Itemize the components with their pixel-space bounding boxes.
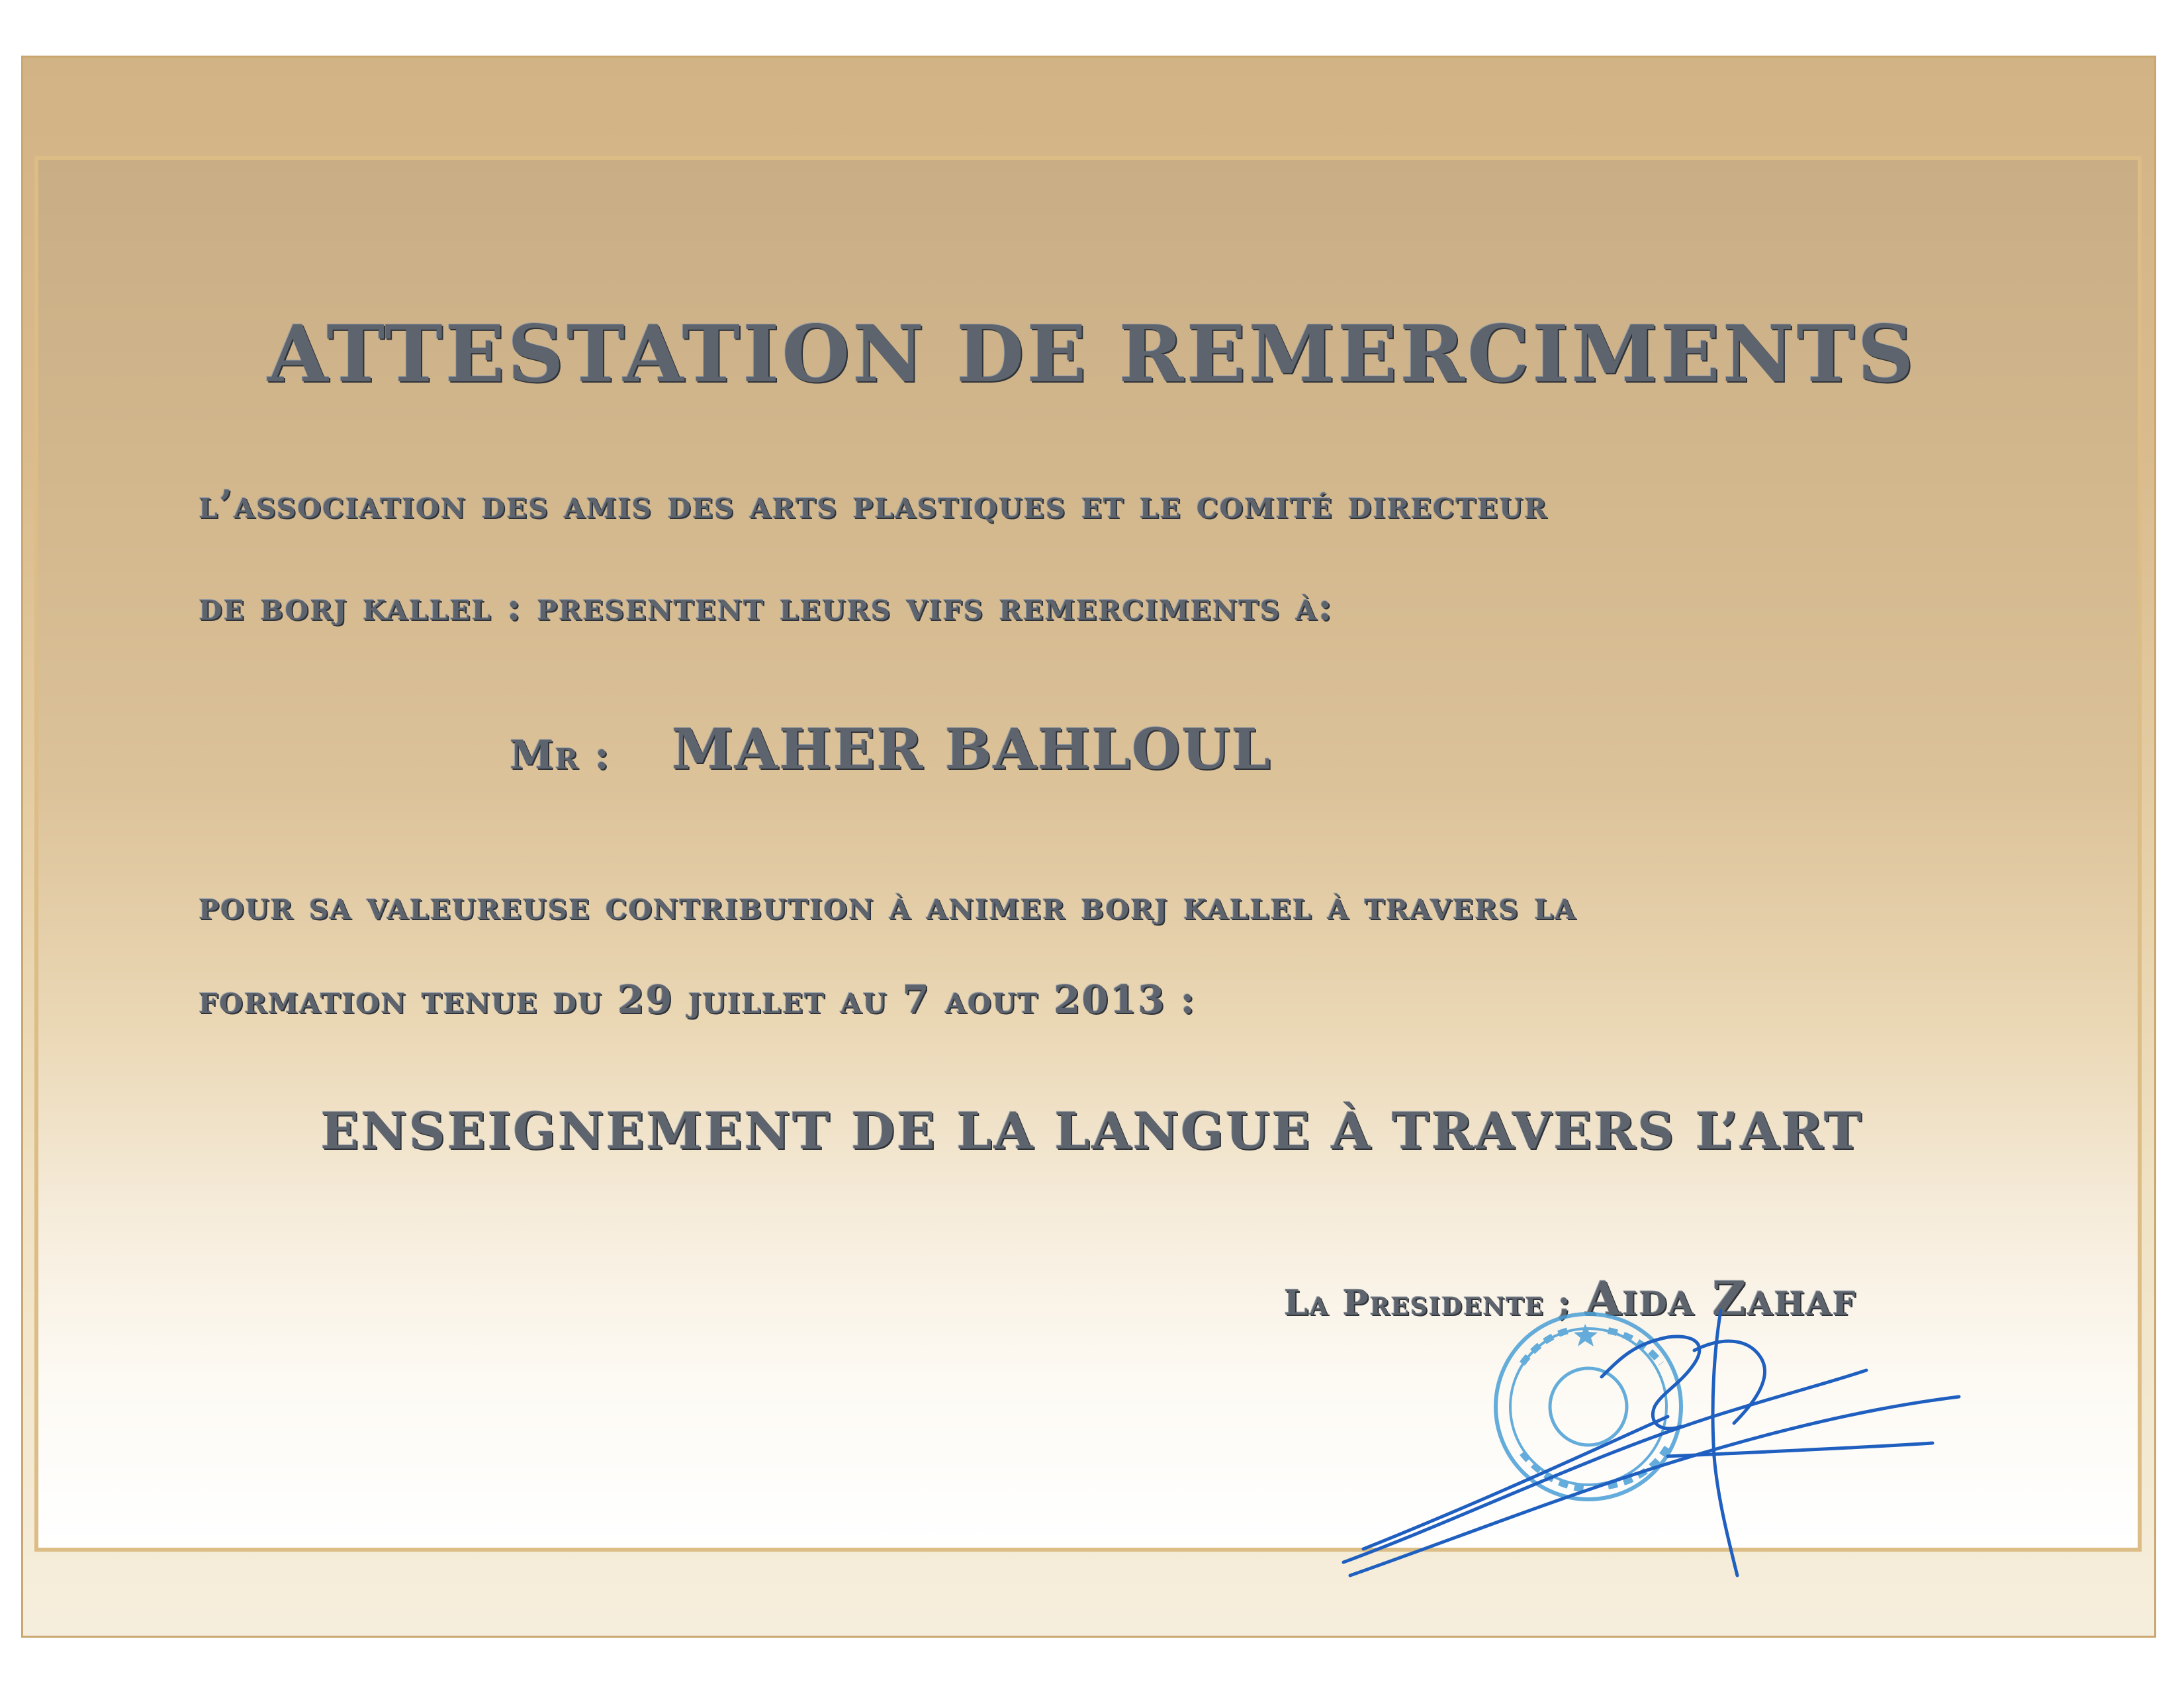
signatory-role: La Presidente ; bbox=[1284, 1283, 1572, 1323]
recipient-line bbox=[510, 716, 1272, 782]
contribution-line-2: formation tenue du 29 juillet au 7 aout 2013 : bbox=[199, 977, 1197, 1022]
certificate-title: ATTESTATION DE REMERCIMENTS bbox=[267, 308, 1917, 400]
recipient-name: MAHER BAHLOUL bbox=[671, 716, 1272, 782]
contribution-line-1: pour sa valeureuse contribution à animer borj kallel à travers la bbox=[199, 883, 1577, 928]
recipient-prefix: Mr : bbox=[510, 732, 611, 778]
intro-line-1: l’association des amis des arts plastiques et le comité directeur bbox=[199, 482, 1548, 527]
intro-line-2: de borj kallel : presentent leurs vifs remerciments à: bbox=[199, 584, 1334, 629]
training-subject: ENSEIGNEMENT DE LA LANGUE À TRAVERS L’ART bbox=[320, 1102, 1864, 1160]
signatory-name: Aida Zahaf bbox=[1585, 1271, 1857, 1326]
handwritten-signature bbox=[1343, 1311, 1959, 1575]
stamp-and-signature bbox=[1324, 1297, 1985, 1589]
